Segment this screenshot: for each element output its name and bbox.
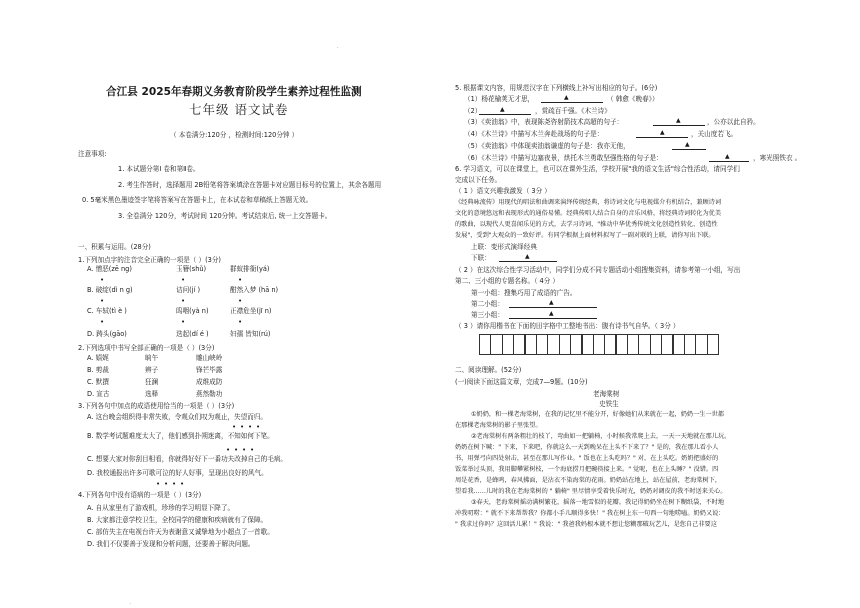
q5-line1-suffix: （ 韩愈《晚春》） [607, 95, 659, 103]
grid-cell[interactable] [616, 334, 628, 355]
q2-option-a3: 雕山峡岭 [196, 354, 223, 362]
q6-intro-2: 完成以下任务。 [455, 176, 502, 184]
q4-stem: 4.下列各句中没有语病的一项是（ ）(3分) [78, 491, 202, 499]
triangle-icon: ▲ [564, 94, 569, 101]
emphasis-dot-icon: • [180, 480, 185, 488]
grid-cell[interactable] [707, 334, 719, 355]
q4-option-b: B. 大家都注意学校卫生，全校同学的健康和疾病就有了保障。 [87, 516, 268, 524]
note-1: 1. 本试题分第Ⅰ 卷和第Ⅱ卷。 [118, 165, 200, 173]
q2-option-c2: 狂澜 [145, 378, 159, 386]
grid-cell[interactable] [559, 334, 571, 355]
q4-option-d: D. 我们不仅要善于发现和分析问题，还要善于解决问题。 [87, 540, 255, 548]
grid-cell[interactable] [650, 334, 662, 355]
q1-option-a3: 群蚁排衙(yá) [230, 265, 270, 273]
article-line-3: ②老海棠树有两条粗壮的枝丫，弯曲如一把躺椅，小时候我常爬上去，一天一天地就在那儿玩。 [471, 433, 731, 440]
triangle-icon: ▲ [685, 141, 690, 148]
grid-cell[interactable] [547, 334, 559, 355]
emphasis-dot-icon: • [238, 276, 243, 284]
triangle-icon: ▲ [676, 117, 681, 124]
article-line-8: 望看我……儿时的我在老海棠树的 " 躺椅" 里尽情享受着快乐时光，奶奶对调皮的我不时送来关心。 [455, 488, 727, 495]
article-line-6: 饭菜举过头顶，我用脚攀紧树枝，一个海底捞月把碗筷接上来。" 觉呢，也在上头睡？" 没错。四 [455, 466, 719, 473]
score-info: （ 本卷满分:120分 ，检测时间:120分钟 ） [170, 131, 299, 139]
section1-heading: 一、积累与运用。(28分) [78, 243, 151, 251]
couplet-down-label: 下联： [471, 254, 491, 262]
emphasis-dot-icon: • [250, 446, 255, 454]
grid-cell[interactable] [627, 334, 639, 355]
q3-option-d: D. 我校通报出许多可歌可泣的好人好事，呈现出良好的风气。 [87, 469, 268, 477]
couplet-up: 上联：变形式演绎经典 [471, 243, 537, 251]
q6-sub3: （ 3 ）请你用楷书在下面的田字格中工整地书出：腹有诗书气自华。（ 3分 ） [455, 322, 680, 330]
article-author: 史铁生 [599, 400, 619, 408]
emphasis-dot-icon: • [100, 318, 105, 326]
group3-label: 第三小组： [471, 311, 504, 319]
q5-line4-prefix: （4）《木兰诗》中描写木兰奔赴战场的句子是： [464, 130, 604, 138]
grid-cell[interactable] [638, 334, 650, 355]
q5-line2-suffix: ，赏疏百千强。《木兰诗》 [535, 107, 611, 115]
emphasis-dot-icon: • [156, 480, 161, 488]
q3-option-b: B. 数学考试题难度太大了，他们感到扑朔迷离，不知如何下笔。 [87, 432, 274, 440]
grid-cell[interactable] [695, 334, 707, 355]
q2-option-d1: D. 宣古 [87, 390, 110, 398]
q2-option-c3: 成维成防 [196, 378, 223, 386]
q2-option-a1: A. 嬉娓 [87, 354, 109, 362]
q5-line6-prefix: （6）《木兰诗》中描写边塞夜景，烘托木兰勇敢坚强性格的句子是： [464, 154, 663, 162]
article-line-1: ①奶奶，和一棵老海棠树，在我的记忆里不能分开，好像她们从来就在一起，奶奶一生一世都 [471, 411, 725, 418]
q2-option-c1: C. 默撰 [87, 378, 109, 386]
q2-option-b3: 锋芒毕露 [196, 366, 223, 374]
q2-option-b2: 辨子 [145, 366, 159, 374]
q1-option-b2: 诘问(jí ) [176, 286, 201, 294]
left-column [78, 0, 422, 608]
q6-sub2: （ 2 ）在这次综合性学习活动中，同学们分成不同专题活动小组搜集资料，请参考第一小组，写出 [455, 266, 741, 274]
q5-line1-prefix: （1）杨花榆荚无才思， [464, 95, 535, 103]
q1-stem: 1.下列加点字的注音完全正确的一项是（ ）(3分) [78, 256, 222, 264]
q4-option-a: A. 自从家里有了游戏机，珍珍的学习明显下降了。 [87, 504, 235, 512]
emphasis-dot-icon: • [181, 318, 186, 326]
triangle-icon: ▲ [500, 106, 505, 113]
q6-passage-4: 发展"，受到"大观众的一致好评。有同学根据上面材料拟写了一副对联的上联，请你写出下联。 [455, 232, 715, 239]
q1-option-c3: 正襟危坐(jī n) [230, 307, 272, 315]
grid-cell[interactable] [593, 334, 605, 355]
q5-blank-1[interactable] [541, 95, 603, 103]
q3-option-a: A. 这台晚会组织得非常失败，令观众们叹为观止，失望而归。 [87, 413, 268, 421]
group2-label: 第二小组： [471, 300, 504, 308]
grid-cell[interactable] [604, 334, 616, 355]
q1-option-d1: D. 踌头(gāo) [87, 330, 127, 338]
emphasis-dot-icon: • [240, 423, 245, 431]
q3-option-c: C. 想要大家对你刮目相看，你就得好好下一番功夫改掉自己的毛病。 [87, 455, 288, 463]
emphasis-dot-icon: • [248, 423, 253, 431]
triangle-icon: ▲ [660, 129, 665, 136]
emphasis-dot-icon: • [256, 423, 261, 431]
grid-cell[interactable] [684, 334, 696, 355]
q1-option-a2: 玉簪(shǔ) [176, 265, 207, 273]
page-mark-dot: . [130, 600, 132, 606]
article-line-9: ③春天，老海棠树摇动满树繁花，摇落一地雪似的花瓣。我记得奶奶坐在树下糊纸袋，不时地 [471, 499, 725, 506]
q2-stem: 2.下列选项中书写全部正确的一项是（ ）(3分) [78, 344, 215, 352]
emphasis-dot-icon: • [226, 446, 231, 454]
emphasis-dot-icon: • [100, 276, 105, 284]
q5-line2-prefix: （2） [464, 107, 482, 115]
grid-cell[interactable] [536, 334, 548, 355]
q3-stem: 3.下列各句中加点的成语使用恰当的一项是（ ）(3分) [78, 402, 235, 410]
exam-subtitle: 七年级 语文试卷 [189, 102, 289, 117]
q5-line6-suffix: ，寒光照铁衣 。 [753, 154, 802, 162]
q2-option-a2: 晌午 [145, 354, 159, 362]
grid-cell[interactable] [513, 334, 525, 355]
q2-option-d2: 选释 [145, 390, 159, 398]
q5-line3-prefix: （3）《卖油翁》中，表现陈尧咨射箭技术高超的句子： [464, 118, 624, 126]
triangle-icon: ▲ [525, 253, 530, 260]
article-line-10: 冲我叨唠：" 就不下来帮帮我？你都小手儿顺得多快！" 我在树上东一句西一句地唠嗑。奶奶又说： [455, 510, 725, 517]
q5-blank-2[interactable] [479, 107, 531, 115]
q6-passage-2: 文化的意境悠远和表现形式的通俗易懂。经典传唱人结合自身的音乐风格，将经典诗词转化为优美 [455, 210, 722, 217]
emphasis-dot-icon: • [181, 297, 186, 305]
grid-cell[interactable] [525, 334, 537, 355]
q1-option-c1: C. 车轼(tì è ) [87, 307, 127, 315]
emphasis-dot-icon: • [181, 276, 186, 284]
section2-part1: (一)阅读下面这篇文章，完成7—9题。(10分) [455, 378, 588, 386]
q1-option-b3: 酣然入梦 (hā n) [230, 286, 279, 294]
q5-line4-suffix: ，关山度若飞。 [691, 130, 738, 138]
q5-line3-suffix: ，公亦以此自矜。 [707, 118, 760, 126]
section2-heading: 二、阅读理解。(52分) [455, 366, 522, 374]
emphasis-dot-icon: • [172, 480, 177, 488]
q2-option-d3: 燕然勒功 [196, 390, 223, 398]
emphasis-dot-icon: • [234, 446, 239, 454]
q6-passage-3: 的歌曲，以现代人更喜闻乐见的方式，去学习诗词，"推动中华优秀传统文化创造性转化、创造性 [455, 221, 718, 228]
emphasis-dot-icon: • [238, 297, 243, 305]
right-column [455, 0, 815, 608]
article-line-11: " 我求过你吗？这回活儿累！" 我说：" 我爸我妈根本就不想让您糊那破玩艺儿，是您自己非要这 [455, 521, 717, 528]
page-mark-dot: . [337, 44, 339, 50]
grid-cell[interactable] [490, 334, 502, 355]
triangle-icon: ▲ [549, 310, 554, 317]
emphasis-dot-icon: • [100, 297, 105, 305]
note-2-cont: 0. 5毫米黑色墨迹签字笔将答案写在答题卡上，在本试卷和草稿纸上答题无效。 [82, 196, 313, 204]
q2-option-b1: B. 剪裁 [87, 366, 109, 374]
q5-stem: 5. 根据课文内容，用规范汉字在下列横线上补写出相应的句子。(6分) [455, 84, 658, 92]
note-3: 3. 全卷满分 120分，考试时间 120分钟。考试结束后, 统一上交答题卡。 [118, 212, 332, 220]
article-line-4: 奶奶在树下喊：" 下来，下来吧，你就这么一天到晚呆在上头不下来了？" 是的，我在那儿看小人 [455, 444, 719, 451]
q1-option-d3: 妇孺 皆知(rú) [230, 330, 271, 338]
q4-option-c: C. 部仿失主在电视台许天为表谢意又诚挚地为小超点了一首歌。 [87, 528, 274, 536]
group1: 第一小组：搜集巧用了成语的广告。 [471, 289, 577, 297]
q5-line5-prefix: （5）《卖油翁》中体现卖油翁谦虚的句子是：我亦无他， [464, 142, 630, 150]
emphasis-dot-icon: • [242, 446, 247, 454]
q6-passage-1: 《经典咏流传》用现代的唱法和曲调来演绎传统经典，将诗词文化与电视媒介有机结合，兼顾诗词 [455, 199, 722, 206]
triangle-icon: ▲ [725, 153, 730, 160]
article-line-2: 在那棵老海棠树的影子里张望。 [455, 422, 542, 429]
grid-cell[interactable] [661, 334, 673, 355]
grid-cell[interactable] [673, 334, 685, 355]
calligraphy-grid[interactable] [479, 334, 718, 355]
q1-option-b1: B. 破绽(dì n g) [87, 286, 133, 294]
q6-sub2b: 第二、三小组的专题名称。（ 4分 ） [455, 277, 559, 285]
note-2: 2. 考生作答时，选择题用 2B铅笔将答案填涂在答题卡对应题目标号的位置上，其余各题用 [118, 181, 382, 189]
article-line-7: 周是花香，是蜂鸣，春风拂面，是沾衣不染海棠的花雨。奶奶站在地上，站在屋前，老海棠树下， [455, 477, 722, 484]
q1-option-d2: 迭起(dí é ) [176, 330, 209, 338]
grid-cell[interactable] [502, 334, 514, 355]
notes-heading: 注意事项: [78, 150, 107, 158]
emphasis-dot-icon: • [232, 423, 241, 431]
grid-cell[interactable] [570, 334, 582, 355]
triangle-icon: ▲ [549, 299, 554, 306]
q1-option-c2: 呜咽(yà n) [176, 307, 209, 315]
article-line-5: 书，用弹弓向四处射击，甚至在那儿写作业。" 饭也在上头吃吗？" 对，在上头吃。奶奶把盛好的 [455, 455, 719, 462]
q6-sub1-title: （ 1 ）语文兴趣我激发（ 3分 ） [455, 187, 551, 195]
grid-cell[interactable] [479, 334, 491, 355]
exam-title: 合江县 2025年春期义务教育阶段学生素养过程性监测 [106, 86, 362, 98]
emphasis-dot-icon: • [238, 318, 243, 326]
q1-option-a1: A. 憎恶(zē ng) [87, 265, 132, 273]
grid-cell[interactable] [582, 334, 594, 355]
emphasis-dot-icon: • [164, 480, 169, 488]
q6-intro-1: 6. 学习语文，可以在课堂上，也可以在课外生活，学校开展"我的语文生活"综合性活动，请同学们 [455, 165, 740, 173]
article-title: 老海棠树 [593, 390, 620, 398]
